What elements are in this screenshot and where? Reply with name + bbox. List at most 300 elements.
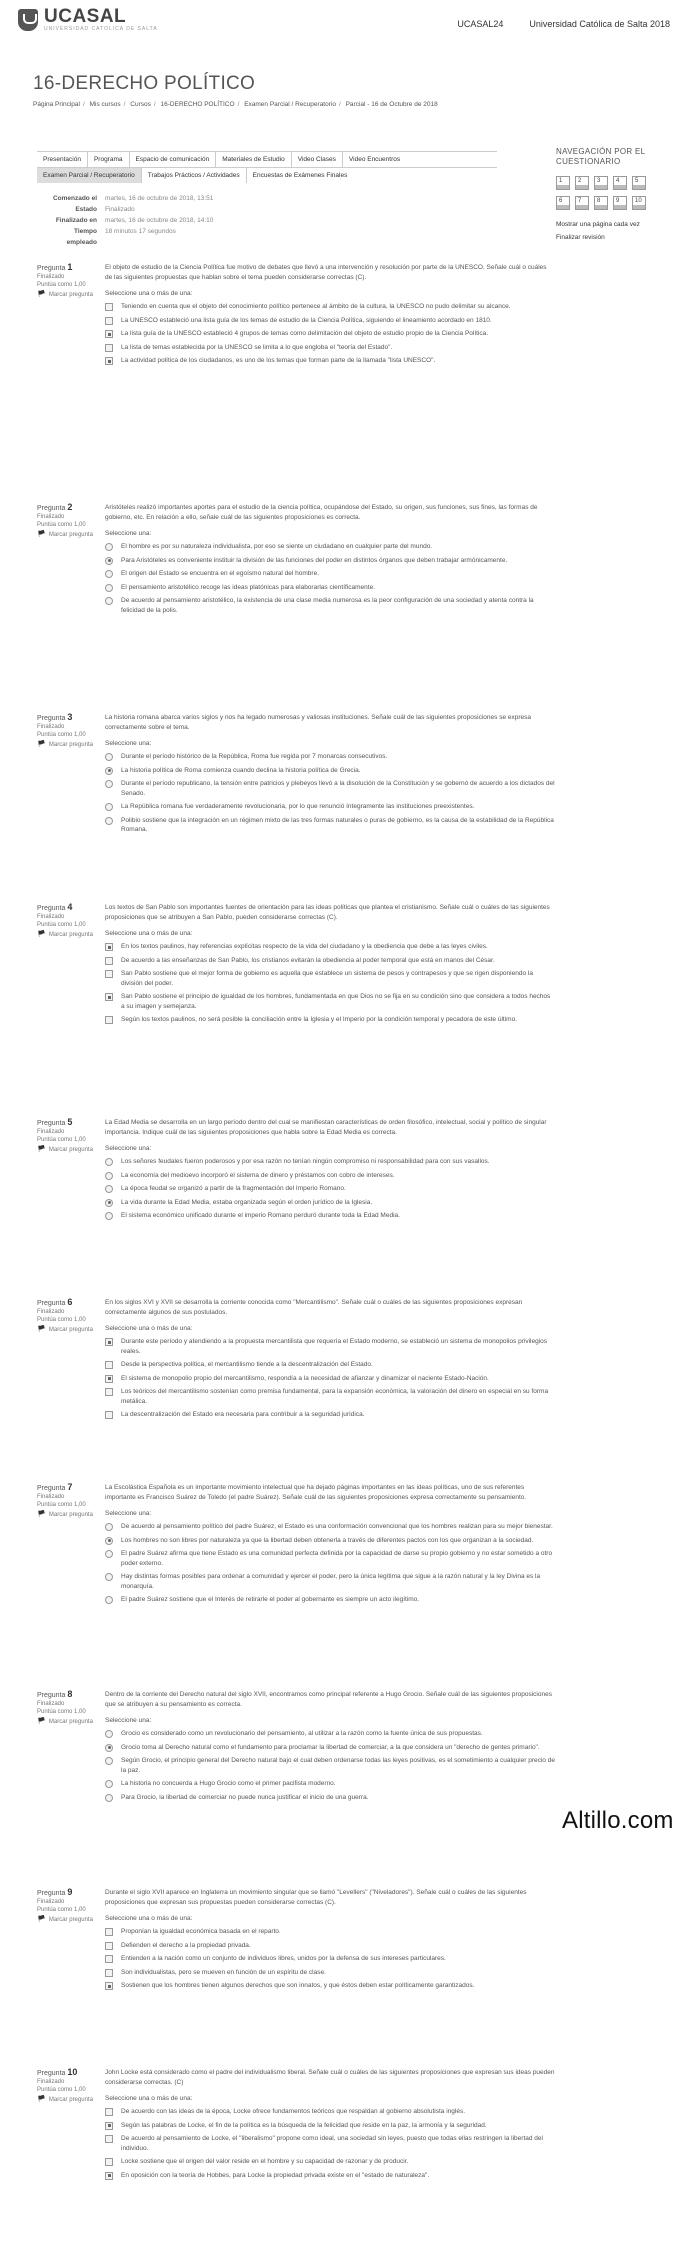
question-text: En los siglos XVI y XVII se desarrolla la corriente conocida como "Mercantilismo". Señale cuál o cuáles de las siguientes proposiciones expresan correctamente algunos de sus postulados. <box>105 1299 523 1316</box>
answer-option-text: La historia no concuerda a Hugo Grocio como el primer pacifista moderno. <box>121 1780 336 1787</box>
answer-option-text: Grocio toma al Derecho natural como el fundamento para proclamar la libertad de comerciar, a la que considera un "derecho de gentes primario". <box>121 1743 540 1751</box>
site-logo[interactable] <box>18 8 158 32</box>
tab-materiales[interactable]: Materiales de Estudio <box>216 152 292 167</box>
question-state: Finalizado <box>37 1701 65 1707</box>
radio-button[interactable] <box>105 1523 113 1531</box>
summary-label: Estado <box>75 206 97 213</box>
radio-button[interactable] <box>105 543 113 551</box>
show-one-page-link[interactable]: Mostrar una página cada vez <box>556 221 640 228</box>
answer-option-text: La descentralización del Estado era necesaria para contribuir a la seguridad jurídica. <box>121 1411 365 1418</box>
tab-examen-parcial[interactable]: Examen Parcial / Recuperatorio <box>37 168 142 183</box>
radio-button[interactable] <box>105 1794 113 1802</box>
question-info <box>37 1888 97 1924</box>
answer-option[interactable] <box>105 1572 555 1591</box>
answer-option-text: En los textos paulinos, hay referencias explícitas respecto de la vida del ciudadano y la obediencia que debe a las leyes civiles. <box>121 943 488 950</box>
checkbox[interactable] <box>105 2108 113 2116</box>
flag-question[interactable]: 🏴︎ Marcar pregunta <box>37 291 93 298</box>
question-state: Finalizado <box>37 2079 65 2085</box>
answer-option-text: La UNESCO estableció una lista guía de los temas de estudio de la Ciencia Política, siguiendo el lineamiento acordado en 1810. <box>121 316 492 324</box>
quiz-nav-button[interactable]: 10 <box>632 196 646 210</box>
answer-option-text: El pensamiento aristotélico recoge las ideas platónicas para elaborarlas científicamente. <box>121 583 376 591</box>
question-number: Pregunta 4 <box>37 902 73 912</box>
answer-option[interactable] <box>105 1981 555 1991</box>
answer-option-text: La vida durante la Edad Media, estaba organizada según el orden jurídico de la Iglesia. <box>121 1198 373 1206</box>
question-state: Finalizado <box>37 914 65 920</box>
question-grade: Puntúa como 1,00 <box>37 1317 86 1323</box>
question-text: La Edad Media se desarrolla en un largo período dentro del cual se manifiestan características de orden filosófico, intelectual, social y político de singular importancia. Indique cuál de las siguientes proposiciones que habla sobre la Edad Media es correcta. <box>105 1119 547 1136</box>
answer-option-text: Los teóricos del mercantilismo sostenían como premisa fundamental, para la expansión económica, la valoración del dinero en especial en su forma metálica. <box>121 1388 549 1405</box>
answer-prompt: Seleccione una o más de una: <box>105 1325 193 1332</box>
answer-option-text: La economía del medioevo incorporó el sistema de dinero y préstamos con cobro de intereses. <box>121 1171 395 1179</box>
breadcrumb-item[interactable]: Examen Parcial / Recuperatorio <box>244 101 336 108</box>
question-state: Finalizado <box>37 1309 65 1315</box>
tabs-row-2 <box>37 168 353 183</box>
quiz-nav-button[interactable]: 6 <box>556 196 570 210</box>
answer-options <box>105 542 555 615</box>
checkbox[interactable] <box>105 1338 113 1346</box>
summary-label: Comenzado el <box>52 195 97 202</box>
answer-option-text: Teniendo en cuenta que el objeto del conocimiento político pertenece al ámbito de la cultura, la UNESCO no pudo delimitar su alcance. <box>121 303 511 310</box>
radio-button[interactable] <box>105 1744 113 1752</box>
answer-option-text: De acuerdo con las ideas de la época, Locke ofrece fundamentos teóricos que respaldan al gobierno absolutista inglés. <box>121 2108 465 2115</box>
answer-option[interactable] <box>105 1184 555 1194</box>
answer-option[interactable] <box>105 542 555 552</box>
summary-label: Finalizado en <box>55 217 97 224</box>
tab-trabajos-practicos[interactable]: Trabajos Prácticos / Actividades <box>142 168 247 183</box>
checkbox[interactable] <box>105 1928 113 1936</box>
question-state: Finalizado <box>37 1129 65 1135</box>
question-number: Pregunta 9 <box>37 1887 73 1897</box>
top-link-ucs2018[interactable]: Universidad Católica de Salta 2018 <box>529 19 670 29</box>
answer-option-text: Entienden a la nación como un conjunto de individuos libres, unidos por la defensa de sus intereses particulares. <box>121 1955 446 1962</box>
radio-button[interactable] <box>105 1573 113 1581</box>
summary-label: empleado <box>66 239 97 246</box>
question-text: La historia romana abarca varios siglos y nos ha legado numerosas y valiosas instituciones. Señale cuál de las siguientes proposiciones se expresa correctamente sobre el tema. <box>105 714 531 731</box>
answer-prompt: Seleccione una o más de una: <box>105 930 193 937</box>
answer-option-text: Sostienen que los hombres tienen algunos derechos que son innatos, y que éstos deben estar políticamente garantizados. <box>121 1982 475 1989</box>
quiz-nav-grid <box>556 176 666 210</box>
radio-button[interactable] <box>105 767 113 775</box>
answer-option-text: De acuerdo al pensamiento político del padre Suárez, el Estado es una conformación convencional que los hombres realizan para su mejor bienestar. <box>121 1523 553 1530</box>
answer-option-text: En oposición con la teoría de Hobbes, para Locke la propiedad privada existe en el "estado de naturaleza". <box>121 2171 430 2179</box>
question-content <box>105 263 555 370</box>
attempt-summary <box>37 193 213 248</box>
question-state: Finalizado <box>37 724 65 730</box>
question-grade: Puntúa como 1,00 <box>37 522 86 528</box>
answer-prompt: Seleccione una: <box>105 1145 152 1152</box>
tab-programa[interactable]: Programa <box>88 152 130 167</box>
question-content <box>105 1690 555 1806</box>
summary-label: Tiempo <box>74 228 97 235</box>
question-content <box>105 503 555 619</box>
question-text: La Escolástica Española es un importante movimiento intelectual que ha dejado páginas importantes en las ideas políticas, uno de sus referentes importante es Francisco Suárez de Toledo (el padre Suárez). Señale cuál de las siguientes proposiciones expresa correctamente su pensamiento. <box>105 1484 527 1501</box>
answer-option[interactable] <box>105 1756 555 1775</box>
radio-button[interactable] <box>105 1757 113 1765</box>
answer-option-text: El padre Suárez afirma que tiene Estado es una comunidad perfecta definida por la capacidad de darse su propio gobierno y no estar sometido a otro poder externo. <box>121 1550 553 1567</box>
answer-option-text: Hay distintas formas posibles para ordenar a comunidad y ejercer el poder, pero la única legítima que sigue a la razón natural y la ley Divina es la monarquía. <box>121 1573 541 1590</box>
radio-button[interactable] <box>105 803 113 811</box>
answer-option[interactable] <box>105 302 555 312</box>
question-text: Durante el siglo XVII aparece en Inglaterra un movimiento singular que se llamó "Levellers" ("Niveladores"). Señale cuál o cuáles de las siguientes proposiciones que expresan sus propuestas pueden considerarse correctas (C). <box>105 1889 527 1906</box>
answer-option-text: El sistema de monopolio propio del mercantilismo, respondía a la necesidad de afianzar y dinamizar el naciente Estado-Nación. <box>121 1374 489 1382</box>
answer-option-text: Los señores feudales fueron poderosos y por esa razón no tenían ningún compromiso ni responsabilidad para con sus vasallos. <box>121 1158 490 1165</box>
flag-icon: 🏴︎ <box>37 1146 46 1153</box>
question-content <box>105 1298 555 1424</box>
answer-option[interactable] <box>105 1793 555 1803</box>
tab-encuestas[interactable]: Encuestas de Exámenes Finales <box>252 172 348 179</box>
radio-button[interactable] <box>105 1158 113 1166</box>
shield-logo-icon <box>18 9 38 31</box>
flag-question[interactable]: 🏴︎ Marcar pregunta <box>37 1326 93 1333</box>
question-content <box>105 713 555 839</box>
quiz-nav-button[interactable]: 1 <box>556 176 570 190</box>
answer-option[interactable] <box>105 1941 555 1951</box>
answer-prompt: Seleccione una: <box>105 740 152 747</box>
question-content <box>105 1118 555 1225</box>
question-number: Pregunta 3 <box>37 712 73 722</box>
question-info <box>37 263 97 299</box>
checkbox[interactable] <box>105 330 113 338</box>
summary-value: martes, 16 de octubre de 2018, 14:10 <box>105 217 214 224</box>
top-links <box>457 19 670 29</box>
question-grade: Puntúa como 1,00 <box>37 1137 86 1143</box>
answer-option[interactable] <box>105 1729 555 1739</box>
answer-option[interactable] <box>105 779 555 798</box>
question-content <box>105 903 555 1029</box>
answer-prompt: Seleccione una o más de una: <box>105 1915 193 1922</box>
answer-option[interactable] <box>105 1595 555 1605</box>
question-number: Pregunta 10 <box>37 2067 78 2077</box>
answer-option[interactable] <box>105 596 555 615</box>
answer-option-text: La República romana fue verdaderamente revolucionaria, por lo que renunció íntegramente las instituciones preexistentes. <box>121 803 475 810</box>
answer-option-text: Durante el período republicano, la tensión entre patricios y plebeyos llevó a la disolución de la Constitución y se gobernó de acuerdo a los dictados del Senado. <box>121 780 555 797</box>
breadcrumb-item[interactable]: Página Principal <box>33 101 80 108</box>
checkbox[interactable] <box>105 1361 113 1369</box>
answer-option[interactable] <box>105 2171 555 2181</box>
flag-question[interactable]: 🏴︎ Marcar pregunta <box>37 2096 93 2103</box>
watermark: Altillo.com <box>562 1807 674 1834</box>
checkbox[interactable] <box>105 344 113 352</box>
flag-question[interactable]: 🏴︎ Marcar pregunta <box>37 1718 93 1725</box>
question-number: Pregunta 8 <box>37 1689 73 1699</box>
breadcrumb-item[interactable]: Cursos <box>130 101 151 108</box>
answer-option[interactable] <box>105 956 555 966</box>
answer-prompt: Seleccione una o más de una: <box>105 2095 193 2102</box>
question-text: Los textos de San Pablo son importantes fuentes de orientación para las ideas políticas que plantea el cristianismo. Señale cuál o cuáles de las siguientes proposiciones que se atribuyen a San Pablo, pueden considerarse correctas (C). <box>105 904 550 921</box>
answer-prompt: Seleccione una: <box>105 1510 152 1517</box>
question-info <box>37 1690 97 1726</box>
question-text: Aristóteles realizó importantes aportes para el estudio de la ciencia política, ocupándose del Estado, su origen, sus funciones, sus fines, las formas de gobierno, etc. En relación a ello, señale cuál de las siguientes proposiciones es correcta. <box>105 504 538 521</box>
question-info <box>37 2068 97 2104</box>
checkbox[interactable] <box>105 357 113 365</box>
answer-option[interactable] <box>105 356 555 366</box>
checkbox[interactable] <box>105 2172 113 2180</box>
question-number: Pregunta 1 <box>37 262 73 272</box>
flag-question[interactable]: 🏴︎ Marcar pregunta <box>37 1511 93 1518</box>
question-info <box>37 713 97 749</box>
answer-option[interactable] <box>105 766 555 776</box>
question-text: John Locke está considerado como el padre del individualismo liberal. Señale cuál o cuáles de las siguientes proposiciones que expresan sus ideas pueden considerarse correctas. (C) <box>105 2069 555 2086</box>
radio-button[interactable] <box>105 1550 113 1558</box>
checkbox[interactable] <box>105 1955 113 1963</box>
checkbox[interactable] <box>105 970 113 978</box>
question-state: Finalizado <box>37 1494 65 1500</box>
breadcrumb: Página Principal / Mis cursos / Cursos / 16-DERECHO POLÍTICO / Examen Parcial / Recuperatorio / Parcial - 16 de Octubre de 2018 <box>33 101 438 108</box>
answer-option-text: Grocio es considerado como un revolucionario del pensamiento, al utilizar a la razón como la fuente única de sus propuestas. <box>121 1730 483 1737</box>
answer-option-text: De acuerdo al pensamiento aristotélico, la existencia de una clase media numerosa es la peor configuración de una sociedad y atenta contra la felicidad de la polis. <box>121 597 534 614</box>
answer-option-text: San Pablo sostiene el principio de igualdad de los hombres, fundamentada en que Dios no se fija en su condición sino que considera a todos hechos a su imagen y semejanza. <box>121 993 551 1010</box>
answer-option-text: Según los textos paulinos, no será posible la conciliación entre la Iglesia y el Imperio por la condición temporal y pecadora de este último. <box>121 1016 518 1023</box>
question-text: Dentro de la corriente del Derecho natural del siglo XVII, encontramos como principal referente a Hugo Grocio. Señale cuál de las siguientes proposiciones que se atribuyen a su pensamiento es correcta. <box>105 1691 552 1708</box>
answer-option[interactable] <box>105 1779 555 1789</box>
answer-option[interactable] <box>105 816 555 835</box>
question-grade: Puntúa como 1,00 <box>37 282 86 288</box>
answer-option[interactable] <box>105 1536 555 1546</box>
flag-icon: 🏴︎ <box>37 291 46 298</box>
answer-option[interactable] <box>105 2157 555 2167</box>
question-grade: Puntúa como 1,00 <box>37 732 86 738</box>
answer-option-text: Locke sostiene que el origen del valor reside en el hombre y su capacidad de razonar y de producir. <box>121 2158 409 2165</box>
flag-question[interactable]: 🏴︎ Marcar pregunta <box>37 1916 93 1923</box>
checkbox[interactable] <box>105 1388 113 1396</box>
page-title: 16-DERECHO POLÍTICO <box>33 73 256 94</box>
answer-option[interactable] <box>105 583 555 593</box>
radio-button[interactable] <box>105 1537 113 1545</box>
question-info <box>37 1298 97 1334</box>
radio-button[interactable] <box>105 753 113 761</box>
breadcrumb-item[interactable]: 16-DERECHO POLÍTICO <box>160 101 235 108</box>
answer-option[interactable] <box>105 1522 555 1532</box>
answer-option[interactable] <box>105 1954 555 1964</box>
checkbox[interactable] <box>105 2135 113 2143</box>
answer-option[interactable] <box>105 1549 555 1568</box>
radio-button[interactable] <box>105 1212 113 1220</box>
question-info <box>37 903 97 939</box>
flag-icon: 🏴︎ <box>37 1718 46 1725</box>
answer-option[interactable] <box>105 2107 555 2117</box>
radio-button[interactable] <box>105 1596 113 1604</box>
tab-espacio-comunicacion[interactable]: Espacio de comunicación <box>130 152 217 167</box>
answer-option-text: El origen del Estado se encuentra en el egoísmo natural del hombre. <box>121 570 320 577</box>
answer-option-text: La actividad política de los ciudadanos, es uno de los temas que forman parte de la llamada "lista UNESCO". <box>121 357 436 364</box>
flag-icon: 🏴︎ <box>37 741 46 748</box>
checkbox[interactable] <box>105 2158 113 2166</box>
top-bar <box>0 0 700 52</box>
answer-option-text: San Pablo sostiene que el mejor forma de gobierno es aquella que establece un sistema de pesos y contrapesos y que se rigen disponiendo la división del poder. <box>121 970 533 987</box>
question-grade: Puntúa como 1,00 <box>37 2087 86 2093</box>
question-info <box>37 1118 97 1154</box>
answer-options <box>105 1729 555 1802</box>
checkbox[interactable] <box>105 1016 113 1024</box>
question-content <box>105 2068 555 2184</box>
answer-options <box>105 2107 555 2180</box>
answer-option-text: El hombre es por su naturaleza individualista, por eso se siente un ciudadano en cualquier parte del mundo. <box>121 543 433 550</box>
answer-option[interactable] <box>105 569 555 579</box>
radio-button[interactable] <box>105 817 113 825</box>
answer-option[interactable] <box>105 1198 555 1208</box>
answer-option-text: Durante este período y atendiendo a la propuesta mercantilista que requería el Estado moderno, se estableció un sistema de monopolios privilegios reales. <box>121 1338 548 1355</box>
answer-option[interactable] <box>105 1387 555 1406</box>
question-number: Pregunta 2 <box>37 502 73 512</box>
answer-option-text: Son individualistas, pero se mueven en función de un espíritu de clase. <box>121 1968 326 1976</box>
flag-question[interactable]: 🏴︎ Marcar pregunta <box>37 1146 93 1153</box>
checkbox[interactable] <box>105 317 113 325</box>
answer-option[interactable] <box>105 1410 555 1420</box>
question-info <box>37 503 97 539</box>
flag-icon: 🏴︎ <box>37 531 46 538</box>
answer-option[interactable] <box>105 2121 555 2131</box>
flag-question[interactable]: 🏴︎ Marcar pregunta <box>37 741 93 748</box>
question-content <box>105 1888 555 1995</box>
answer-option[interactable] <box>105 1337 555 1356</box>
tab-video-clases[interactable]: Video Clases <box>292 152 343 167</box>
answer-option-text: Proponían la igualdad económica basada en el reparto. <box>121 1928 281 1935</box>
quiz-nav-button[interactable]: 5 <box>632 176 646 190</box>
breadcrumb-item[interactable]: Mis cursos <box>89 101 121 108</box>
summary-value: Finalizado <box>105 206 135 213</box>
answer-option-text: Para Aristóteles es conveniente instituir la división de las funciones del poder en distintos órganos que deben trabajar armónicamente. <box>121 556 508 564</box>
logo-text: UCASAL <box>44 6 127 27</box>
answer-option[interactable] <box>105 2134 555 2153</box>
radio-button[interactable] <box>105 584 113 592</box>
flag-icon: 🏴︎ <box>37 931 46 938</box>
checkbox[interactable] <box>105 943 113 951</box>
quiz-nav-button[interactable]: 7 <box>575 196 589 210</box>
radio-button[interactable] <box>105 1780 113 1788</box>
flag-icon: 🏴︎ <box>37 1511 46 1518</box>
quiz-nav-button[interactable]: 9 <box>613 196 627 210</box>
quiz-nav-button[interactable]: 2 <box>575 176 589 190</box>
answer-option-text: De acuerdo a las enseñanzas de San Pablo, los cristianos evitarán la obediencia al poder temporal que está en manos del César. <box>121 956 495 964</box>
breadcrumb-item[interactable]: Parcial - 16 de Octubre de 2018 <box>345 101 438 108</box>
question-grade: Puntúa como 1,00 <box>37 922 86 928</box>
quiz-nav-button[interactable]: 4 <box>613 176 627 190</box>
answer-option-text: Desde la perspectiva política, el mercantilismo tiende a la descentralización del Estado. <box>121 1361 373 1368</box>
answer-options <box>105 1337 555 1420</box>
tabs-row-1 <box>37 152 406 167</box>
answer-option-text: La lista guía de la UNESCO estableció 4 grupos de temas como delimitación del objeto de estudio propio de la Ciencia Política. <box>121 330 489 337</box>
quiz-navigation <box>556 147 666 243</box>
quiz-nav-button[interactable]: 8 <box>594 196 608 210</box>
question-text: El objeto de estudio de la Ciencia Política fue motivo de debates que llevó a una intervención y resolución por parte de la UNESCO. Señale cuál o cuáles de las siguientes propuestas que hablan sobre el tema pueden considerarse correctas (C). <box>105 264 547 281</box>
answer-option[interactable] <box>105 1743 555 1753</box>
checkbox[interactable] <box>105 1942 113 1950</box>
answer-options <box>105 752 555 835</box>
answer-prompt: Seleccione una: <box>105 1717 152 1724</box>
radio-button[interactable] <box>105 1185 113 1193</box>
question-state: Finalizado <box>37 274 65 280</box>
answer-option[interactable] <box>105 329 555 339</box>
top-link-ucasal24[interactable]: UCASAL24 <box>457 19 504 29</box>
radio-button[interactable] <box>105 1172 113 1180</box>
answer-options <box>105 1927 555 1991</box>
flag-icon: 🏴︎ <box>37 1916 46 1923</box>
answer-option[interactable] <box>105 969 555 988</box>
summary-value: 18 minutos 17 segundos <box>105 228 176 235</box>
answer-option-text: Defienden el derecho a la propiedad privada. <box>121 1941 251 1949</box>
answer-prompt: Seleccione una: <box>105 530 152 537</box>
question-state: Finalizado <box>37 514 65 520</box>
answer-option[interactable] <box>105 1015 555 1025</box>
answer-option[interactable] <box>105 1968 555 1978</box>
answer-option[interactable] <box>105 942 555 952</box>
answer-option[interactable] <box>105 316 555 326</box>
question-number: Pregunta 7 <box>37 1482 73 1492</box>
answer-options <box>105 1157 555 1221</box>
question-grade: Puntúa como 1,00 <box>37 1709 86 1715</box>
answer-option[interactable] <box>105 1360 555 1370</box>
radio-button[interactable] <box>105 597 113 605</box>
answer-options <box>105 302 555 366</box>
answer-option[interactable] <box>105 992 555 1011</box>
question-number: Pregunta 6 <box>37 1297 73 1307</box>
answer-option-text: Polibio sostiene que la integración en un régimen mixto de las tres formas naturales o puras de gobierno, es la causa de la estabilidad de la República Romana. <box>121 816 554 833</box>
answer-option-text: Para Grocio, la libertad de comerciar no puede nunca justificar el inicio de una guerra. <box>121 1793 369 1801</box>
answer-option-text: El padre Suárez sostiene que el Interés de retirarle el poder al gobernante es siempre un acto ilegítimo. <box>121 1596 420 1603</box>
radio-button[interactable] <box>105 557 113 565</box>
flag-icon: 🏴︎ <box>37 1326 46 1333</box>
flag-question[interactable]: 🏴︎ Marcar pregunta <box>37 931 93 938</box>
answer-options <box>105 1522 555 1605</box>
checkbox[interactable] <box>105 303 113 311</box>
checkbox[interactable] <box>105 1982 113 1990</box>
checkbox[interactable] <box>105 957 113 965</box>
radio-button[interactable] <box>105 1730 113 1738</box>
question-info <box>37 1483 97 1519</box>
answer-option-text: Según Grocio, el principio general del Derecho natural bajo el cual deben ordenarse todas las leyes positivas, es el sometimiento a cualquier precio de la paz. <box>121 1757 555 1774</box>
checkbox[interactable] <box>105 993 113 1001</box>
radio-button[interactable] <box>105 570 113 578</box>
radio-button[interactable] <box>105 1199 113 1207</box>
answer-option-text: El sistema económico unificado durante el imperio Romano perduró durante toda la Edad Media. <box>121 1212 400 1219</box>
checkbox[interactable] <box>105 2122 113 2130</box>
answer-option-text: La historia política de Roma comienza cuando declina la historia política de Grecia. <box>121 766 361 774</box>
answer-option[interactable] <box>105 1927 555 1937</box>
answer-option-text: Durante el período histórico de la República, Roma fue regida por 7 monarcas consecutivos. <box>121 753 388 760</box>
summary-value: martes, 16 de octubre de 2018, 13:51 <box>105 195 214 202</box>
checkbox[interactable] <box>105 1375 113 1383</box>
answer-options <box>105 942 555 1025</box>
checkbox[interactable] <box>105 1411 113 1419</box>
answer-option[interactable] <box>105 1211 555 1221</box>
quiz-nav-button[interactable]: 3 <box>594 176 608 190</box>
answer-option-text: Los hombres no son libres por naturaleza ya que la libertad deben obtenerla a través de diferentes pactos con los que organizan a la sociedad. <box>121 1536 534 1544</box>
answer-option-text: De acuerdo al pensamiento de Locke, el "liberalismo" propone como ideal, una sociedad sin leyes, puesto que todas ellas restringen la libertad del individuo. <box>121 2135 543 2152</box>
answer-option[interactable] <box>105 1157 555 1167</box>
quiz-nav-title: NAVEGACIÓN POR EL CUESTIONARIO <box>556 147 646 166</box>
finish-review-link[interactable]: Finalizar revisión <box>556 234 605 241</box>
answer-option[interactable] <box>105 1374 555 1384</box>
flag-question[interactable]: 🏴︎ Marcar pregunta <box>37 531 93 538</box>
answer-option-text: Según las palabras de Locke, el fin de la política es la búsqueda de la felicidad que reside en la paz, la armonía y la seguridad. <box>121 2121 487 2129</box>
answer-prompt: Seleccione una o más de una: <box>105 290 193 297</box>
flag-icon: 🏴︎ <box>37 2096 46 2103</box>
question-number: Pregunta 5 <box>37 1117 73 1127</box>
tab-presentacion[interactable]: Presentación <box>37 152 88 167</box>
logo-subtitle: UNIVERSIDAD CATOLICA DE SALTA <box>44 26 158 32</box>
answer-option[interactable] <box>105 1171 555 1181</box>
question-content <box>105 1483 555 1609</box>
answer-option[interactable] <box>105 556 555 566</box>
answer-option[interactable] <box>105 802 555 812</box>
answer-option[interactable] <box>105 752 555 762</box>
question-state: Finalizado <box>37 1899 65 1905</box>
checkbox[interactable] <box>105 1969 113 1977</box>
answer-option[interactable] <box>105 343 555 353</box>
radio-button[interactable] <box>105 780 113 788</box>
tab-video-encuentros[interactable]: Video Encuentros <box>348 156 401 163</box>
answer-option-text: La lista de temas establecida por la UNESCO se limita a lo que engloba el "teoría del Estado". <box>121 343 393 351</box>
